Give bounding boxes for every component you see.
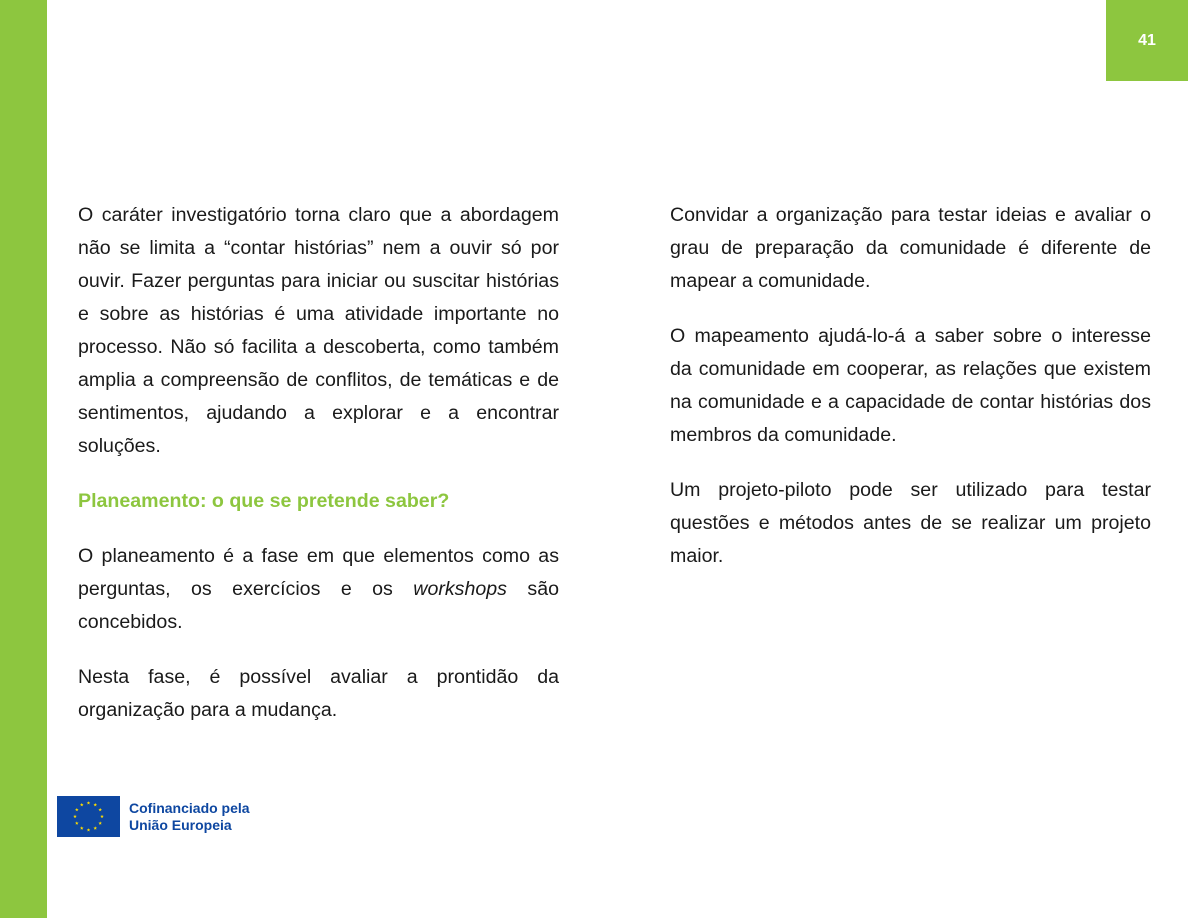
right-paragraph-1: Convidar a organização para testar ideias e avaliar o grau de preparação da comunidade é diferente de mapear a comunidade.: [670, 204, 1151, 292]
right-paragraph-2: O mapeamento ajudá-lo-á a saber sobre o interesse da comunidade em cooperar, as relações que existem na comunidade e a capacidade de contar histórias dos membros da comunidade.: [670, 325, 1151, 446]
eu-logo-text: [129, 800, 250, 834]
left-paragraph-2-start: O planeamento é a fase em que elementos como as perguntas, os exercícios e os: [78, 545, 559, 600]
left-paragraph-1: O caráter investigatório torna claro que a abordagem não se limita a “contar histórias” nem a ouvir só por ouvir. Fazer perguntas para iniciar ou suscitar histórias e sobre as histórias é uma atividade importante no processo. Não só facilita a descoberta, como também amplia a compreensão de conflitos, de temáticas e de sentimentos, ajudando a explorar e a encontrar soluções.: [78, 204, 559, 457]
left-column: [78, 199, 559, 749]
left-paragraph-2-end: são concebidos.: [78, 578, 559, 633]
left-paragraph-2: [78, 540, 559, 639]
right-paragraph-3: Um projeto-piloto pode ser utilizado para testar questões e métodos antes de se realizar um projeto maior.: [670, 479, 1151, 567]
left-accent-bar: [0, 0, 47, 918]
right-column: [670, 199, 1151, 595]
section-heading: Planeamento: o que se pretende saber?: [78, 490, 450, 512]
eu-flag-icon: [57, 796, 120, 837]
page-number: 41: [1138, 31, 1156, 49]
eu-logo-line-2: União Europeia: [129, 816, 232, 833]
eu-cofunding-logo: [57, 796, 250, 837]
left-paragraph-3: Nesta fase, é possível avaliar a prontidão da organização para a mudança.: [78, 666, 559, 721]
page-number-tab: [1106, 0, 1188, 81]
eu-logo-line-1: Cofinanciado pela: [129, 799, 250, 816]
workshops-emphasis: workshops: [413, 578, 507, 600]
